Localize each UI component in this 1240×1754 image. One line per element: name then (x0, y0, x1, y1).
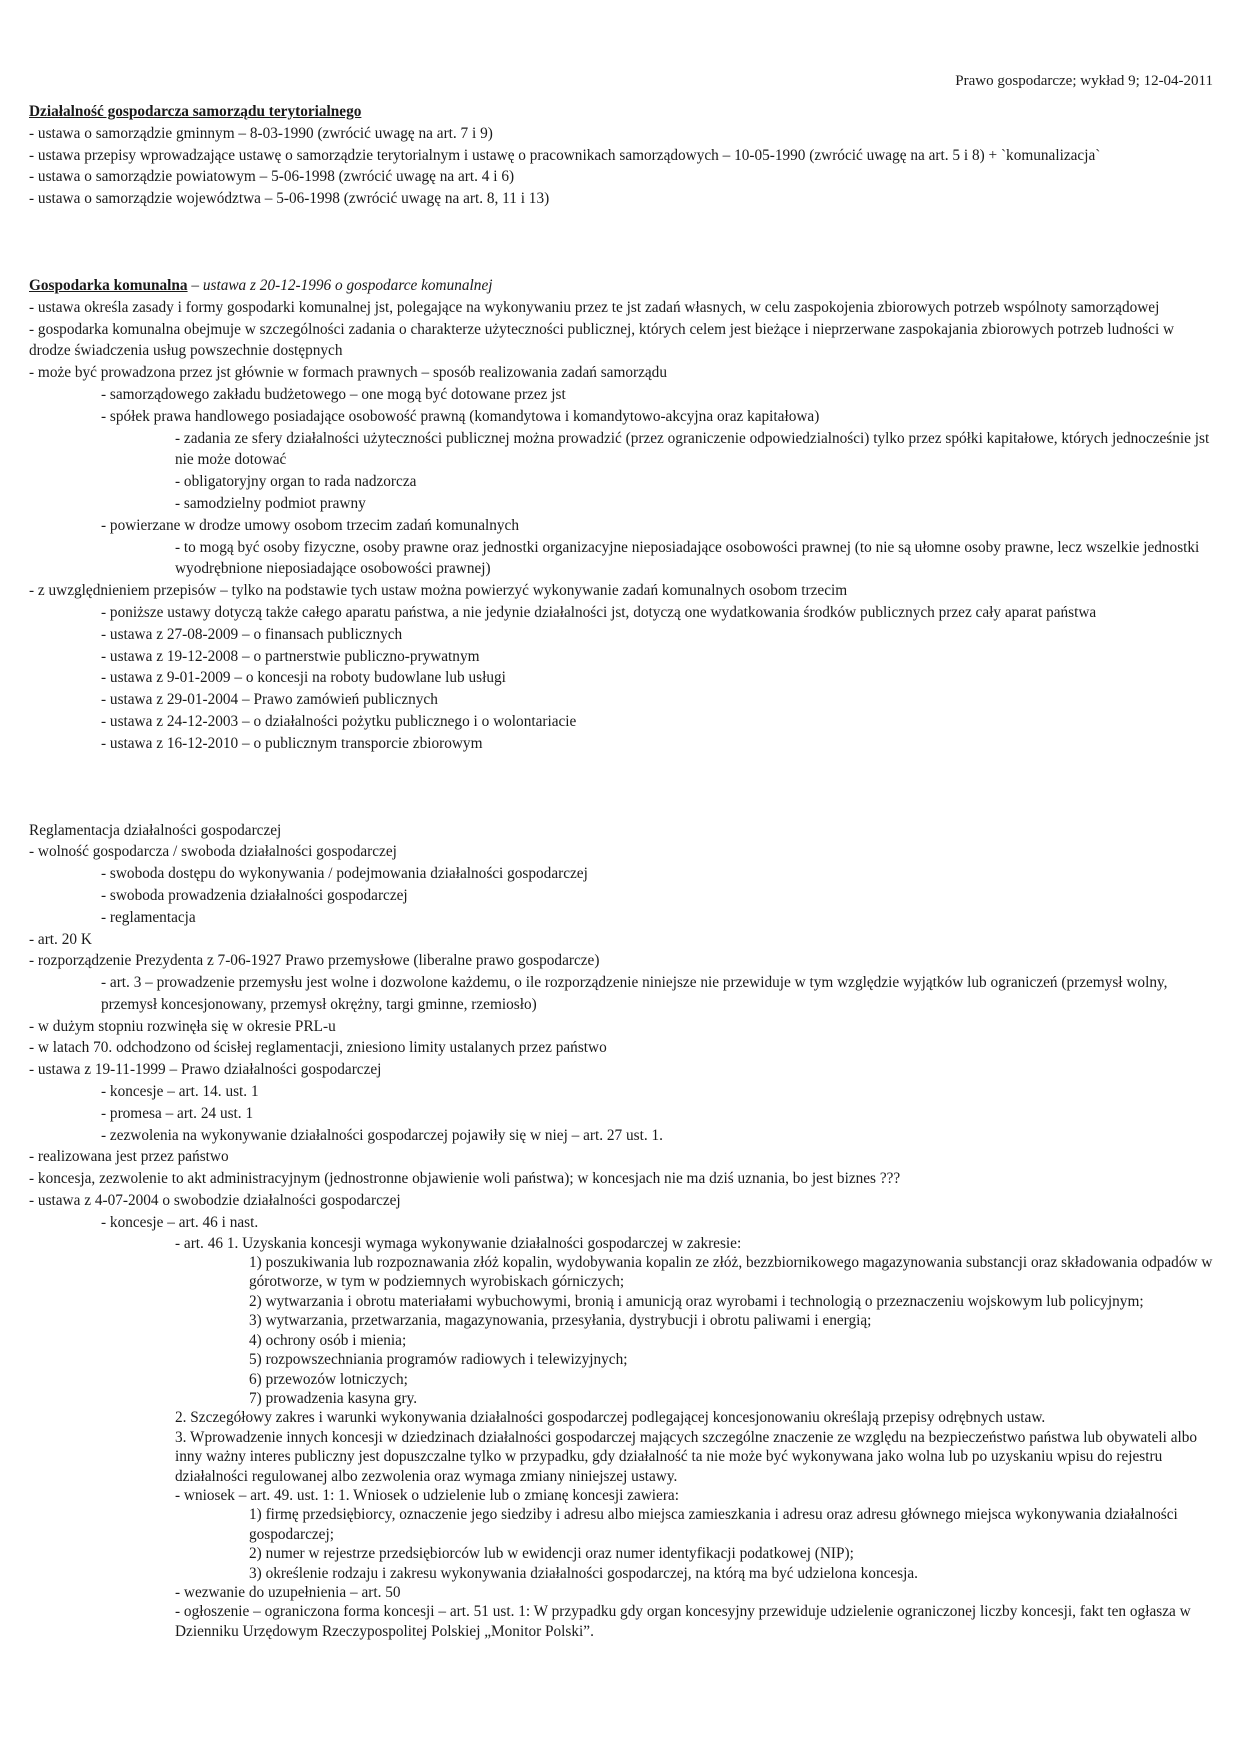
section-title-text: Gospodarka komunalna (29, 276, 188, 294)
list-item: - w latach 70. odchodzono od ścisłej reglamentacji, zniesiono limity ustalanych przez państwo (29, 1039, 607, 1057)
article-paragraph: 3. Wprowadzenie innych koncesji w dziedzinach działalności gospodarczej mających szczególne znaczenie ze względu na bezpieczeństwo państwa lub obywateli albo inny ważny interes publiczny jest dopuszczalne tylko w przypadku, gdy działalność ta nie może być wykonywana jako wolna lub po uzyskaniu wpisu do rejestru działalności regulowanej albo zezwolenia oraz wymaga zmiany niniejszej ustawy. (175, 1428, 1198, 1485)
section-gospodarka-komunalna (29, 275, 1214, 755)
section-title-text: Działalność gospodarcza samorządu terytorialnego (29, 103, 362, 120)
list-item: - wolność gospodarcza / swoboda działalności gospodarczej (29, 843, 397, 861)
spacer (29, 210, 1214, 275)
document-header: Prawo gospodarcze; wykład 9; 12-04-2011 (955, 73, 1213, 89)
article-item: 5) rozpowszechniania programów radiowych i telewizyjnych; (249, 1351, 628, 1369)
list-item: - ustawa z 9-01-2009 – o koncesji na roboty budowlane lub usługi (101, 669, 506, 687)
section-title (29, 275, 1214, 297)
list-item: - z uwzględnieniem przepisów – tylko na podstawie tych ustaw można powierzyć wykonywanie zadań komunalnych osobom trzecim (29, 582, 848, 600)
list-item: - to mogą być osoby fizyczne, osoby prawne oraz jednostki organizacyjne nieposiadające osobowości prawnej (to nie są ułomne osoby prawne, lecz wszelkie jednostki wyodrębnione nieposiadające osobowości prawnej) (175, 538, 1200, 578)
article-item: 2) wytwarzania i obrotu materiałami wybuchowymi, bronią i amunicją oraz wyrobami i technologią o przeznaczeniu wojskowym lub policyjnym; (249, 1292, 1144, 1310)
article-item: 3) określenie rodzaju i zakresu wykonywania działalności gospodarczej, na którą ma być udzielona koncesja. (249, 1564, 918, 1582)
list-item: - swoboda dostępu do wykonywania / podejmowania działalności gospodarczej (101, 865, 588, 883)
list-item: - swoboda prowadzenia działalności gospodarczej (101, 886, 408, 904)
article-item: 7) prowadzenia kasyna gry. (249, 1389, 418, 1407)
list-item: - wezwanie do uzupełnienia – art. 50 (175, 1583, 401, 1601)
list-item: - zezwolenia na wykonywanie działalności gospodarczej pojawiły się w niej – art. 27 ust. 1. (101, 1126, 663, 1144)
list-item: - gospodarka komunalna obejmuje w szczególności zadania o charakterze użyteczności publicznej, których celem jest bieżące i nieprzerwane zaspokajania zbiorowych potrzeb ludności w drodze świadczenia usług powszechnie dostępnych (29, 320, 1175, 360)
list-item: - ustawa przepisy wprowadzające ustawę o samorządzie terytorialnym i ustawę o pracownikach samorządowych – 10-05-1990 (zwrócić uwagę na art. 5 i 8) + `komunalizacja` (29, 146, 1101, 164)
article-item: 4) ochrony osób i mienia; (249, 1331, 407, 1349)
list-item: - ustawa o samorządzie województwa – 5-06-1998 (zwrócić uwagę na art. 8, 11 i 13) (29, 190, 550, 208)
list-item: - art. 3 – prowadzenie przemysłu jest wolne i dozwolone każdemu, o ile rozporządzenie niniejsze nie przewiduje w tym względzie wyjątków lub ograniczeń (przemysł wolny, przemysł koncesjonowany, przemysł okrężny, targi gminne, rzemiosło) (101, 974, 1168, 1013)
list-item: - zadania ze sfery działalności użyteczności publicznej można prowadzić (przez ograniczenie odpowiedzialności) tylko przez spółki kapitałowe, których jednocześnie jst nie może dotować (175, 429, 1210, 469)
list-item: - ustawa o samorządzie powiatowym – 5-06-1998 (zwrócić uwagę na art. 4 i 6) (29, 168, 515, 186)
list-item: - ustawa z 19-12-2008 – o partnerstwie publiczno-prywatnym (101, 647, 480, 665)
list-item: - ustawa z 27-08-2009 – o finansach publicznych (101, 625, 403, 643)
article-item: 3) wytwarzania, przetwarzania, magazynowania, przesyłania, dystrybucji i obrotu paliwami i energią; (249, 1312, 872, 1330)
list-item: - może być prowadzona przez jst głównie w formach prawnych – sposób realizowania zadań samorządu (29, 364, 667, 382)
list-item: - koncesja, zezwolenie to akt administracyjnym (jednostronne objawienie woli państwa); w koncesjach nie ma dziś uznania, bo jest biznes ??? (29, 1170, 901, 1188)
list-item: - ustawa o samorządzie gminnym – 8-03-1990 (zwrócić uwagę na art. 7 i 9) (29, 124, 493, 142)
list-item: - w dużym stopniu rozwinęła się w okresie PRL-u (29, 1017, 336, 1035)
list-item: - ogłoszenie – ograniczona forma koncesji – art. 51 ust. 1: W przypadku gdy organ koncesyjny przewiduje udzielenie ograniczonej liczby koncesji, fakt ten ogłasza w Dzienniku Urzędowym Rzeczypospolitej Polskiej „Monitor Polski”. (175, 1603, 1191, 1640)
article-item: 6) przewozów lotniczych; (249, 1370, 408, 1388)
document-body (29, 67, 1214, 1641)
article-46-intro: - art. 46 1. Uzyskania koncesji wymaga wykonywanie działalności gospodarczej w zakresie: (175, 1234, 742, 1252)
list-item: - ustawa z 19-11-1999 – Prawo działalności gospodarczej (29, 1061, 382, 1079)
list-item: - reglamentacja (101, 908, 196, 926)
list-item: - koncesje – art. 46 i nast. (101, 1213, 259, 1231)
list-item: - realizowana jest przez państwo (29, 1148, 229, 1166)
section-title (29, 101, 1214, 123)
list-item: - ustawa z 4-07-2004 o swobodzie działalności gospodarczej (29, 1192, 401, 1210)
list-item: - koncesje – art. 14. ust. 1 (101, 1083, 259, 1101)
list-item: - art. 20 K (29, 930, 92, 948)
list-item: - samodzielny podmiot prawny (175, 494, 366, 512)
list-item: - powierzane w drodze umowy osobom trzecim zadań komunalnych (101, 516, 519, 534)
article-item: 1) poszukiwania lub rozpoznawania złóż kopalin, wydobywania kopalin ze złóż, bezzbiornikowego magazynowania substancji oraz składowania odpadów w górotworze, w tym w podziemnych wyrobiskach górniczych; (249, 1254, 1213, 1291)
list-item: - ustawa z 24-12-2003 – o działalności pożytku publicznego i o wolontariacie (101, 712, 577, 730)
list-item: - ustawa z 16-12-2010 – o publicznym transporcie zbiorowym (101, 734, 483, 752)
section-samorzad (29, 101, 1214, 210)
list-item: - rozporządzenie Prezydenta z 7-06-1927 Prawo przemysłowe (liberalne prawo gospodarcze) (29, 952, 600, 970)
article-item: 2) numer w rejestrze przedsiębiorców lub w ewidencji oraz numer identyfikacji podatkowej (NIP); (249, 1545, 854, 1563)
section-reglamentacja (29, 820, 1214, 1642)
list-item: - ustawa określa zasady i formy gospodarki komunalnej jst, polegające na wykonywaniu przez te jst zadań własnych, w celu zaspokojenia zbiorowych potrzeb wspólnoty samorządowej (29, 298, 1160, 316)
list-item: - obligatoryjny organ to rada nadzorcza (175, 473, 417, 491)
list-item: - wniosek – art. 49. ust. 1: 1. Wniosek o udzielenie lub o zmianę koncesji zawiera: (175, 1486, 679, 1504)
list-item: - ustawa z 29-01-2004 – Prawo zamówień publicznych (101, 691, 438, 709)
article-paragraph: 2. Szczegółowy zakres i warunki wykonywania działalności gospodarczej podlegającej koncesjonowaniu określają przepisy odrębnych ustaw. (175, 1409, 1046, 1427)
list-item: - samorządowego zakładu budżetowego – one mogą być dotowane przez jst (101, 385, 566, 403)
list-item: - poniższe ustawy dotyczą także całego aparatu państwa, a nie jedynie działalności jst, dotyczą one wydatkowania środków publicznych przez cały aparat państwa (101, 603, 1097, 621)
section-subtitle: – ustawa z 20-12-1996 o gospodarce komunalnej (187, 276, 493, 294)
spacer (29, 755, 1214, 820)
section-title: Reglamentacja działalności gospodarczej (29, 821, 282, 839)
list-item: - promesa – art. 24 ust. 1 (101, 1104, 254, 1122)
article-item: 1) firmę przedsiębiorcy, oznaczenie jego siedziby i adresu albo miejsca zamieszkania i adresu oraz adresu głównego miejsca wykonywania działalności gospodarczej; (249, 1506, 1178, 1543)
list-item: - spółek prawa handlowego posiadające osobowość prawną (komandytowa i komandytowo-akcyjna oraz kapitałowa) (101, 407, 820, 425)
